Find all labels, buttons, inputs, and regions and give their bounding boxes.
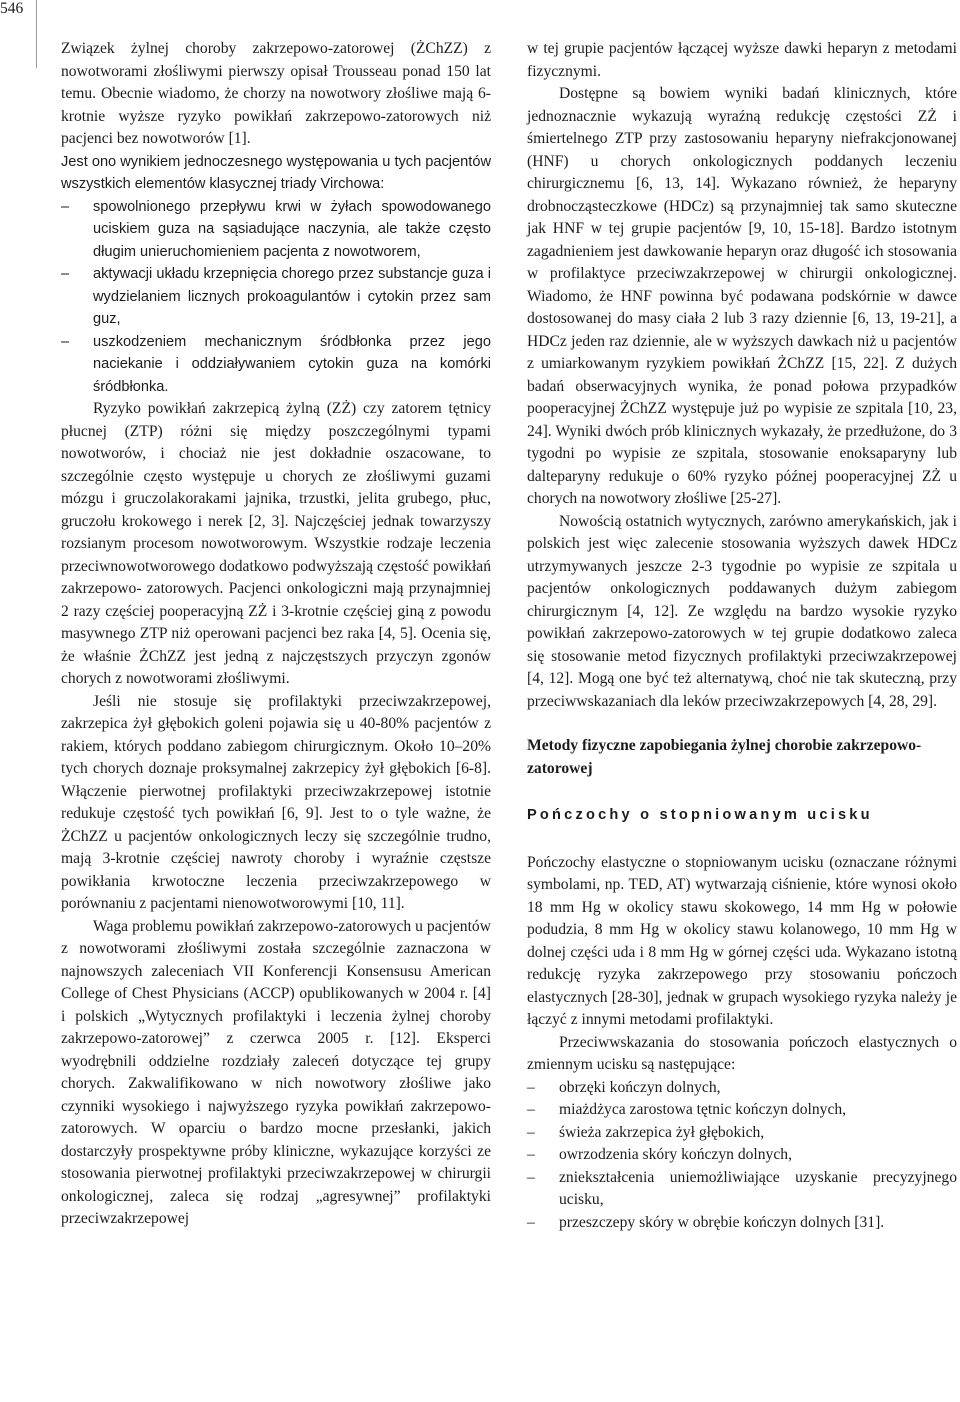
paragraph: Waga problemu powikłań zakrzepowo-zatorowych u pacjentów z nowotworami złośliwymi została szczególnie zaznaczona w najnowszych zaleceniach VII Konferencji Konsensusu American College of Chest Physicians (ACCP) opublikowanych w 2004 r. [4] i polskich „Wytycznych profilaktyki i leczenia żylnej choroby zakrzepowo-zatorowej” z czerwca 2005 r. [12]. Eksperci wyodrębnili oddzielne rozdziały zaleceń dotyczące tej grupy chorych. Zakwalifikowano w nich nowotwory złośliwe jako czynniki wysokiego i najwyższego ryzyka powikłań zakrzepowo-zatorowych. W oparciu o bardzo mocne przesłanki, jakich dostarczyły prospektywne próby kliniczne, wykazujące korzyści ze stosowania pierwotnej profilaktyki przeciwzakrzepowej w chirurgii onkologicznej, zaleca się rodzaj „agresywnej” profilaktyki przeciwzakrzepowej: [61, 917, 491, 1227]
virchow-triad-list: [61, 196, 491, 399]
section-heading: Metody fizyczne zapobiegania żylnej chorobie zakrzepowo-zatorowej: [527, 737, 922, 777]
list-item: – owrzodzenia skóry kończyn dolnych,: [527, 1144, 957, 1167]
list-item: – obrzęki kończyn dolnych,: [527, 1077, 957, 1100]
paragraph: Pończochy elastyczne o stopniowanym ucisku (oznaczane różnymi symbolami, np. TED, AT) wytwarzają ciśnienie, które wynosi około 18 mm Hg w okolicy stawu skokowego, 14 mm Hg w połowie podudzia, 8 mm Hg w okolicy stawu kolanowego, 10 mm Hg w dolnej części uda i 8 mm Hg w górnej części uda. Wykazano istotną redukcję ryzyka zakrzepowego przy stosowaniu pończoch elastycznych [28-30], jednak w grupach wysokiego ryzyka należy je łączyć z innymi metodami profilaktyki.: [527, 853, 957, 1028]
list-item: – zniekształcenia uniemożliwiające uzyskanie precyzyjnego ucisku,: [527, 1167, 957, 1212]
right-column: [527, 38, 957, 1234]
paragraph: w tej grupie pacjentów łączącej wyższe dawki heparyn z metodami fizycznymi.: [527, 40, 957, 80]
paragraph: Związek żylnej choroby zakrzepowo-zatorowej (ŻChZZ) z nowotworami złośliwymi pierwszy opisał Trousseau ponad 150 lat temu. Obecnie wiadomo, że chorzy na nowotwory złośliwe mają 6-krotnie wyższe ryzyko powikłań zakrzepowo-zatorowych niż pacjenci bez nowotworów [1].: [61, 40, 491, 147]
page-number: 546: [0, 0, 24, 17]
left-column: [61, 38, 491, 1231]
list-item: – przeszczepy skóry w obrębie kończyn dolnych [31].: [527, 1212, 957, 1235]
list-item: – świeża zakrzepica żył głębokich,: [527, 1122, 957, 1145]
header-divider: [36, 0, 37, 68]
paragraph: Dostępne są bowiem wyniki badań klinicznych, które jednoznacznie wykazują wyraźną redukcję częstości ZŻ i śmiertelnego ZTP przy zastosowaniu heparyny niefrakcjonowanej (HNF) u chorych onkologicznych poddanych leczeniu chirurgicznemu [6, 13, 14]. Wykazano również, że heparyny drobnocząsteczkowe (HDCz) są przynajmniej tak samo skuteczne jak HNF w tej grupie pacjentów [9, 10, 15-18]. Bardzo istotnym zagadnieniem jest dawkowanie heparyn oraz długość ich stosowania w profilaktyce przeciwzakrzepowej w chirurgii onkologicznej. Wiadomo, że HNF powinna być podawana podskórnie w dawce dostosowanej do masy ciała 2 lub 3 razy dziennie [6, 13, 19-21], a HDCz jeden raz dziennie, ale w wyższych dawkach niż u pacjentów z umiarkowanym ryzykiem powikłań ŻChZZ [15, 22]. Z dużych badań obserwacyjnych wynika, że ponad połowa przypadków pooperacyjnej ŻChZZ występuje już po wypisie ze szpitala [10, 23, 24]. Wyniki dwóch prób klinicznych wykazały, że przedłużone, do 3 tygodni po wypisie ze szpitala, stosowanie enoksaparyny lub dalteparyny redukuje o 60% ryzyko późnej pooperacyjnej ZŻ u chorych na nowotwory złośliwe [25-27].: [527, 85, 957, 507]
paragraph-contraindications-intro: Przeciwwskazania do stosowania pończoch elastycznych o zmiennym ucisku są następujące:: [527, 1033, 957, 1073]
paragraph: Ryzyko powikłań zakrzepicą żylną (ZŻ) czy zatorem tętnicy płucnej (ZTP) różni się między poszczególnymi typami nowotworów, i chociaż nie jest dokładnie oszacowane, to szczególnie często występuje u chorych ze złośliwymi guzami mózgu i gruczolakorakami jajnika, trzustki, jelita grubego, płuc, gruczołu krokowego i nerek [2, 3]. Najczęściej jednak towarzyszy rozsianym procesom nowotworowym. Wszystkie rodzaje leczenia przeciwnowotworowego dodatkowo podwyższają częstość powikłań zakrzepowo- zatorowych. Pacjenci onkologiczni mają przynajmniej 2 razy częściej pooperacyjną ZŻ i 3-krotnie częściej giną z powodu masywnego ZTP niż operowani pacjenci bez raka [4, 5]. Ocenia się, że właśnie ŻChZZ jest jedną z najczęstszych przyczyn zgonów chorych z nowotworami złośliwymi.: [61, 400, 491, 687]
contraindications-list: [527, 1077, 957, 1235]
paragraph: Jeśli nie stosuje się profilaktyki przeciwzakrzepowej, zakrzepica żył głębokich goleni pojawia się u 40-80% pacjentów z rakiem, których poddano zabiegom chirurgicznym. Około 10–20% tych chorych doznaje proksymalnej zakrzepicy żył głębokich [6-8]. Włączenie pierwotnej profilaktyki przeciwzakrzepowej istotnie redukuje częstość tych powikłań [6, 9]. Jest to o tyle ważne, że ŻChZZ u pacjentów onkologicznych leczy się szczególnie trudno, mają 3-krotnie częściej nawroty choroby i wyraźnie częstsze powikłania krwotoczne leczenia przeciwzakrzepowego w porównaniu z pacjentami nienowotworowymi [10, 11].: [61, 692, 491, 912]
list-item: – miażdżyca zarostowa tętnic kończyn dolnych,: [527, 1099, 957, 1122]
list-item: – spowolnionego przepływu krwi w żyłach spowodowanego uciskiem guza na sąsiadujące naczynia, ale także często długim unieruchomieniem pacjenta z nowotworem,: [61, 196, 491, 264]
paragraph: Nowością ostatnich wytycznych, zarówno amerykańskich, jak i polskich jest więc zalecenie stosowania wyższych dawek HDCz utrzymywanych jeszcze 2-3 tygodnie po wypisie ze szpitala u pacjentów onkologicznych poddawanych dużym zabiegom chirurgicznym [4, 12]. Ze względu na bardzo wysokie ryzyko powikłań zakrzepowo-zatorowych w tej grupie dodatkowo zaleca się stosowanie metod fizycznych profilaktyki przeciwzakrzepowej [4, 12]. Mogą one być też alternatywą, choć nie tak skuteczną, przy przeciwwskazaniach dla leków przeciwzakrzepowych [4, 28, 29].: [527, 512, 957, 710]
paragraph-virchow-intro: Jest ono wynikiem jednoczesnego występowania u tych pacjentów wszystkich elementów klasycznej triady Virchowa:: [61, 153, 491, 192]
list-item: – uszkodzeniem mechanicznym śródbłonka przez jego naciekanie i oddziaływaniem cytokin guza na komórki śródbłonka.: [61, 331, 491, 399]
list-item: – aktywacji układu krzepnięcia chorego przez substancje guza i wydzielaniem licznych prokoagulantów i cytokin przez sam guz,: [61, 263, 491, 331]
subsection-heading: Pończochy o stopniowanym ucisku: [527, 807, 873, 823]
